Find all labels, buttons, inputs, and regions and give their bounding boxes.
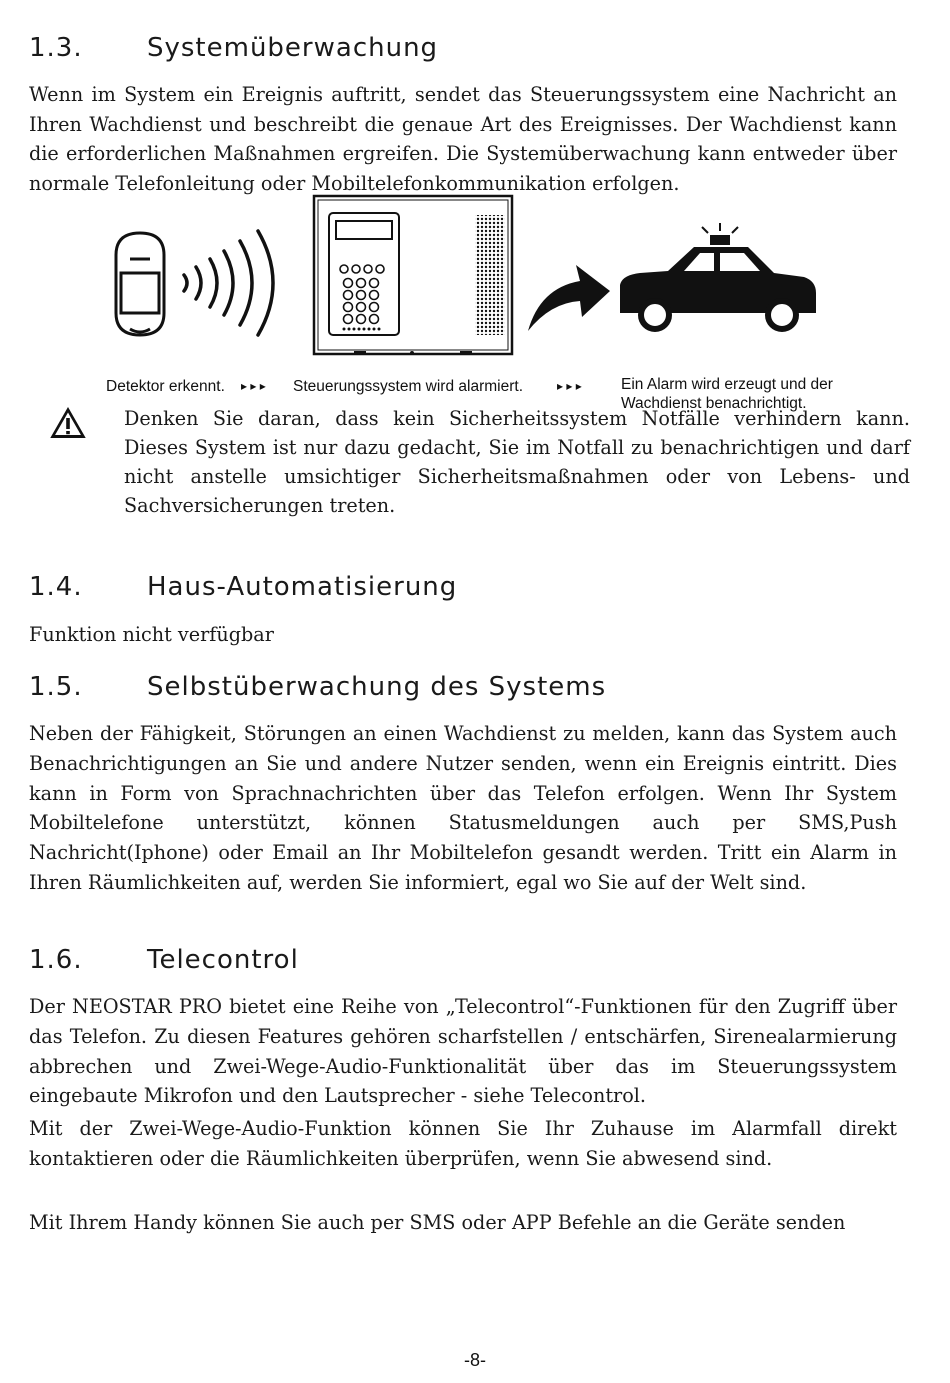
control-panel-icon	[314, 196, 512, 355]
section-number: 1.4.	[29, 572, 83, 602]
detector-icon	[116, 233, 164, 335]
police-car-icon	[620, 223, 816, 329]
caption-alarm-line1: Ein Alarm wird erzeugt und der	[621, 376, 833, 393]
paragraph-telecontrol-2: Mit der Zwei-Wege-Audio-Funktion können Sie Ihr Zuhause im Alarmfall direkt kontaktieren oder die Räumlichkeiten überprüfen, wenn Sie abwesend sind.	[29, 1117, 897, 1170]
section-title: Selbstüberwachung des Systems	[147, 672, 607, 702]
caption-detector: Detektor erkennt.	[106, 378, 225, 395]
section-number: 1.3.	[29, 33, 83, 63]
alarm-flow-figure	[100, 193, 830, 363]
caption-control-system: Steuerungssystem wird alarmiert.	[293, 378, 523, 395]
page-number: -8-	[464, 1350, 486, 1370]
section-heading-1-5	[29, 672, 606, 702]
caption-arrows-2: ▸ ▸ ▸	[557, 379, 582, 393]
wireless-waves-icon	[184, 231, 273, 335]
caption-arrows-1: ▸ ▸ ▸	[241, 379, 266, 393]
section-title: Systemüberwachung	[147, 33, 439, 63]
paragraph-telecontrol-3: Mit Ihrem Handy können Sie auch per SMS oder APP Befehle an die Geräte senden	[29, 1211, 846, 1234]
section-heading-1-3	[29, 33, 438, 63]
section-number: 1.5.	[29, 672, 83, 702]
section-heading-1-4	[29, 572, 457, 602]
warning-text: Denken Sie daran, dass kein Sicherheitssystem Notfälle verhindern kann. Dieses System ist nur dazu gedacht, Sie im Notfall zu benachrichtigen und darf nicht anstelle umsichtiger Sicherheitsmaßnahmen oder von Lebens- und Sachversicherungen treten.	[124, 407, 910, 517]
paragraph-system-monitoring: Wenn im System ein Ereignis auftritt, sendet das Steuerungssystem eine Nachricht an Ihren Wachdienst und beschreibt die genaue Art des Ereignisses. Der Wachdienst kann die erforderlichen Maßnahmen ergreifen. Die Systemüberwachung kann entweder über normale Telefonleitung oder Mobiltelefonkommunikation erfolgen.	[29, 83, 897, 195]
paragraph-home-automation: Funktion nicht verfügbar	[29, 623, 274, 646]
section-title: Telecontrol	[147, 945, 299, 975]
paragraph-telecontrol-1: Der NEOSTAR PRO bietet eine Reihe von „Telecontrol“-Funktionen für den Zugriff über das Telefon. Zu diesen Features gehören scharfstellen / entschärfen, Sirenealarmierung abbrechen und Zwei-Wege-Audio-Funktionalität über das im Steuerungssystem eingebaute Mikrofon und den Lautsprecher - siehe Telecontrol.	[29, 995, 897, 1108]
curved-arrow-icon	[528, 265, 610, 331]
section-heading-1-6	[29, 945, 299, 975]
section-number: 1.6.	[29, 945, 83, 975]
caption-alarm-line2: Wachdienst benachrichtigt.	[621, 395, 807, 412]
section-title: Haus-Automatisierung	[147, 572, 458, 602]
warning-triangle-icon	[50, 407, 86, 439]
paragraph-self-monitoring: Neben der Fähigkeit, Störungen an einen Wachdienst zu melden, kann das System auch Benachrichtigungen an Sie und andere Nutzer senden, wenn ein Ereignis eintritt. Dies kann in Form von Sprachnachrichten über das Telefon erfolgen. Wenn Ihr System Mobiltelefone unterstützt, können Statusmeldungen auch per SMS,Push Nachricht(Iphone) oder Email an Ihr Mobiltelefon gesandt werden. Tritt ein Alarm in Ihren Räumlichkeiten auf, werden Sie informiert, egal wo Sie auf der Welt sind.	[29, 722, 897, 894]
